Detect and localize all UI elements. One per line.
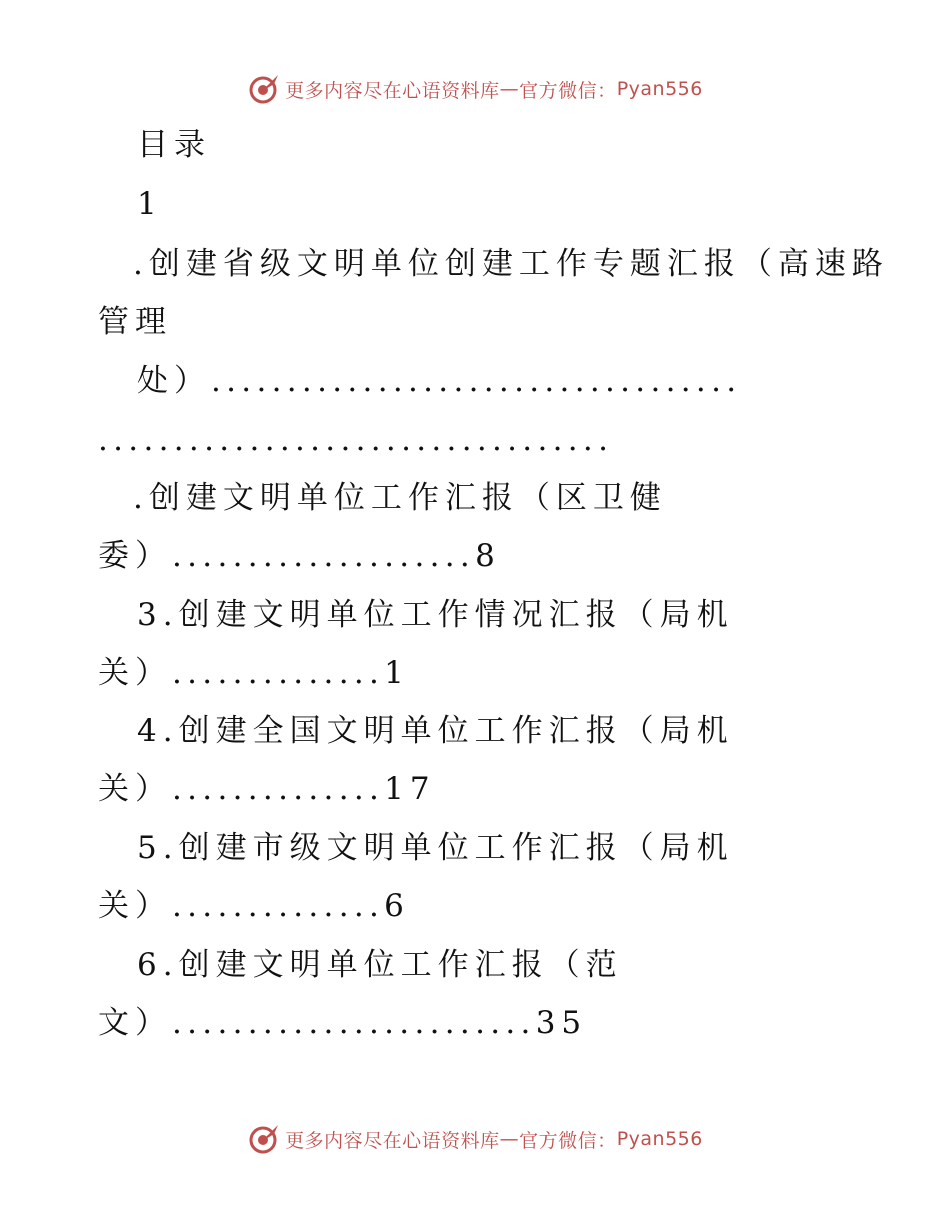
toc-entry-3-tail: 关） — [98, 655, 172, 691]
toc-entry-1-title-end — [137, 361, 741, 401]
toc-entry-4-title: 4.创建全国文明单位工作汇报（局机 — [137, 713, 734, 749]
watermark-site: 更多内容尽在心语资料库 — [285, 1129, 500, 1152]
toc-entry-2-end — [98, 536, 501, 576]
footer-watermark — [0, 1122, 950, 1156]
toc-heading: 目录 — [137, 127, 211, 163]
toc-entry-6-tail: 文） — [98, 1005, 172, 1041]
watermark-dash: — — [499, 1128, 520, 1150]
toc-entry-2-title: .创建文明单位工作汇报（区卫健 — [133, 480, 667, 516]
toc-entry-2-page: 8 — [475, 538, 501, 574]
toc-entry-4-tail: 关） — [98, 771, 172, 807]
watermark-wechat-id: Pyan556 — [616, 1128, 703, 1150]
toc-entry-4-end — [98, 769, 436, 809]
toc-entry-1-title: .创建省级文明单位创建工作专题汇报（高速路 — [133, 246, 889, 282]
toc-entry-3-page: 1 — [384, 655, 410, 691]
toc-entry-2-tail: 委） — [98, 538, 172, 574]
toc-entry-4-page: 17 — [384, 771, 436, 807]
watermark-wechat-label: 官方微信： — [519, 79, 617, 102]
toc-entry-5-title: 5.创建市级文明单位工作汇报（局机 — [137, 830, 734, 866]
toc-entry-5-leader: .............. — [172, 888, 385, 924]
toc-entry-6-page: 35 — [535, 1005, 588, 1041]
toc-entry-3-end — [98, 653, 410, 693]
toc-entry-1-leader-cont: .................................. — [98, 422, 614, 458]
quill-logo-icon — [247, 72, 281, 106]
toc-entry-5-end — [98, 886, 410, 926]
toc-first-number: 1 — [137, 186, 163, 222]
toc-entry-5-page: 6 — [384, 888, 410, 924]
toc-entry-3-title: 3.创建文明单位工作情况汇报（局机 — [137, 597, 734, 633]
watermark-wechat-label: 官方微信： — [519, 1129, 617, 1152]
toc-entry-6-leader: ........................ — [172, 1005, 536, 1041]
toc-entry-2-leader: .................... — [172, 538, 476, 574]
toc-entry-3-leader: .............. — [172, 655, 385, 691]
toc-entry-1-tail: 处） — [137, 363, 211, 399]
quill-logo-icon — [247, 1122, 281, 1156]
header-watermark — [0, 72, 950, 106]
watermark-site: 更多内容尽在心语资料库 — [285, 79, 500, 102]
toc-entry-6-end — [98, 1003, 587, 1043]
toc-entry-1-leader: ................................... — [211, 363, 742, 399]
toc-entry-4-leader: .............. — [172, 771, 385, 807]
watermark-wechat-id: Pyan556 — [616, 78, 703, 100]
toc-entry-1-title-cont: 管理 — [98, 304, 172, 340]
watermark-dash: — — [499, 78, 520, 100]
toc-entry-6-title: 6.创建文明单位工作汇报（范 — [137, 947, 623, 983]
toc-entry-5-tail: 关） — [98, 888, 172, 924]
